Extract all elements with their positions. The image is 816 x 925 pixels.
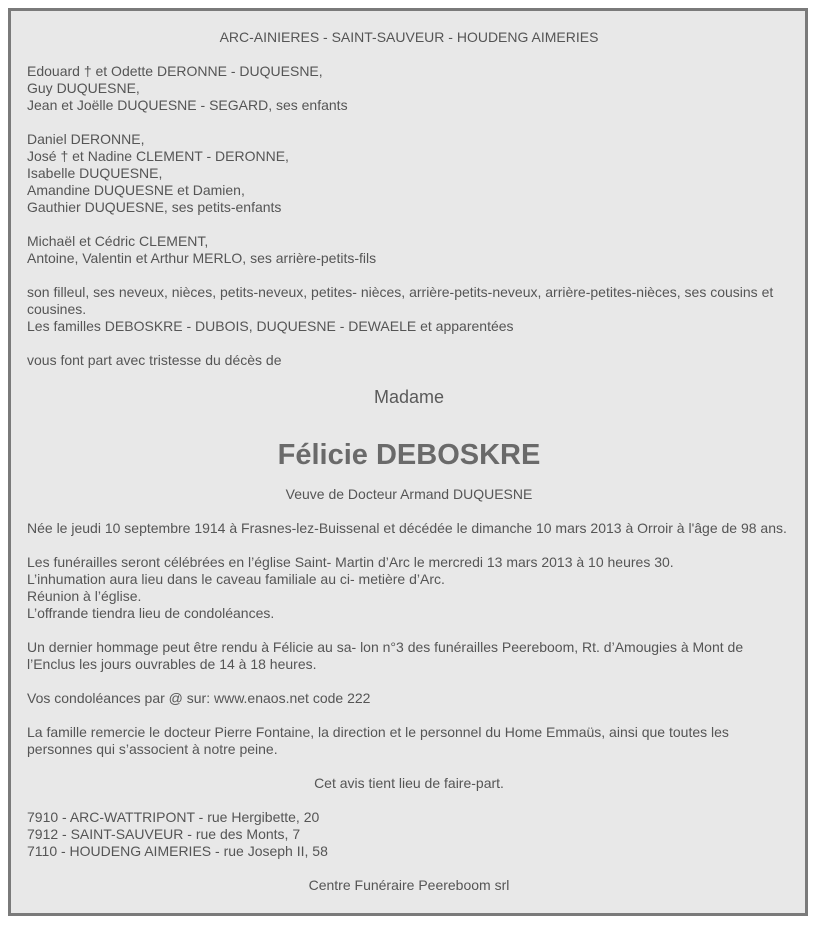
- relatives-text: son filleul, ses neveux, nièces, petits-neveux, petites- nièces, arrière-petits-neveux, arrière-petites-nièces, ses cousins et cousines.: [27, 284, 774, 317]
- funeral-details: [27, 554, 791, 622]
- announcement-text: vous font part avec tristesse du décès de: [27, 352, 282, 368]
- visitation-text: Un dernier hommage peut être rendu à Félicie au sa- lon n°3 des funérailles Peereboom, Rt. d’Amougies à Mont de l’Enclus les jours ouvrables de 14 à 18 heures.: [27, 639, 744, 672]
- funeral-home-footer: Centre Funéraire Peereboom srl: [308, 877, 510, 893]
- locality-header: ARC-AINIERES - SAINT-SAUVEUR - HOUDENG AIMERIES: [219, 29, 599, 45]
- families-text: Les familles DEBOSKRE - DUBOIS, DUQUESNE - DEWAELE et apparentées: [27, 318, 514, 334]
- deceased-title: Madame: [373, 387, 445, 407]
- grandchildren-list: [27, 131, 791, 216]
- grandchildren-line: Gauthier DUQUESNE, ses petits-enfants: [27, 199, 282, 215]
- children-line: Jean et Joëlle DUQUESNE - SEGARD, ses enfants: [27, 97, 348, 113]
- address-list: [27, 809, 791, 860]
- notice-text: Cet avis tient lieu de faire-part.: [314, 775, 504, 791]
- children-line: Edouard † et Odette DERONNE - DUQUESNE,: [27, 63, 323, 79]
- grandchildren-line: José † et Nadine CLEMENT - DERONNE,: [27, 148, 289, 164]
- children-list: [27, 63, 791, 114]
- address-line: 7110 - HOUDENG AIMERIES - rue Joseph II, 58: [27, 843, 328, 859]
- extended-family: [27, 284, 791, 335]
- funeral-line: Réunion à l’église.: [27, 588, 142, 604]
- birth-death-text: Née le jeudi 10 septembre 1914 à Frasnes-lez-Buissenal et décédée le dimanche 10 mars 2013 à Orroir à l'âge de 98 ans.: [27, 520, 787, 536]
- funeral-line: Les funérailles seront célébrées en l’église Saint- Martin d’Arc le mercredi 13 mars 2013 à 10 heures 30.: [27, 554, 674, 570]
- grandchildren-line: Amandine DUQUESNE et Damien,: [27, 182, 245, 198]
- address-line: 7910 - ARC-WATTRIPONT - rue Hergibette, 20: [27, 809, 320, 825]
- children-line: Guy DUQUESNE,: [27, 80, 140, 96]
- great-grandchildren-list: [27, 233, 791, 267]
- deceased-name: Félicie DEBOSKRE: [277, 439, 541, 471]
- condolences-text: Vos condoléances par @ sur: www.enaos.net code 222: [27, 690, 371, 706]
- obituary-notice: [8, 8, 808, 916]
- widow-of-text: Veuve de Docteur Armand DUQUESNE: [285, 486, 533, 502]
- funeral-line: L’offrande tiendra lieu de condoléances.: [27, 605, 275, 621]
- grandchildren-line: Isabelle DUQUESNE,: [27, 165, 163, 181]
- grandchildren-line: Daniel DERONNE,: [27, 131, 145, 147]
- great-grandchildren-line: Antoine, Valentin et Arthur MERLO, ses arrière-petits-fils: [27, 250, 377, 266]
- obituary-content: [27, 29, 791, 894]
- thanks-text: La famille remercie le docteur Pierre Fontaine, la direction et le personnel du Home Emmaüs, ainsi que toutes les personnes qui s’associent à notre peine.: [27, 724, 729, 757]
- address-line: 7912 - SAINT-SAUVEUR - rue des Monts, 7: [27, 826, 301, 842]
- funeral-line: L’inhumation aura lieu dans le caveau familiale au ci- metière d’Arc.: [27, 571, 445, 587]
- great-grandchildren-line: Michaël et Cédric CLEMENT,: [27, 233, 209, 249]
